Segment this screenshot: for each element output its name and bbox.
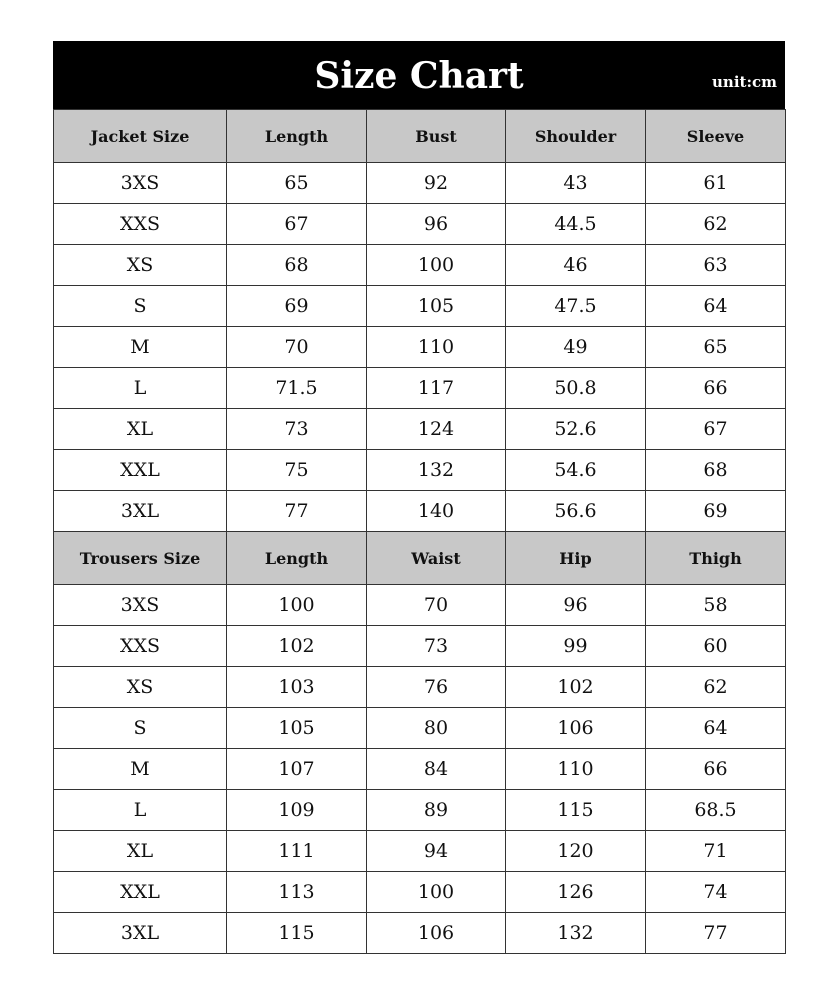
size-chart: [53, 41, 785, 954]
trousers-size-cell: XXS: [54, 626, 227, 667]
table-row: [54, 626, 786, 667]
trousers-value-cell: 77: [646, 913, 786, 954]
trousers-value-cell: 113: [227, 872, 367, 913]
table-row: [54, 790, 786, 831]
jacket-value-cell: 61: [646, 163, 786, 204]
jacket-value-cell: 52.6: [506, 409, 646, 450]
jacket-value-cell: 70: [227, 327, 367, 368]
jacket-value-cell: 69: [646, 491, 786, 532]
trousers-value-cell: 66: [646, 749, 786, 790]
table-row: [54, 872, 786, 913]
jacket-value-cell: 67: [646, 409, 786, 450]
trousers-value-cell: 115: [506, 790, 646, 831]
table-row: [54, 327, 786, 368]
jacket-value-cell: 73: [227, 409, 367, 450]
jacket-value-cell: 68: [646, 450, 786, 491]
trousers-size-cell: XS: [54, 667, 227, 708]
unit-label: unit:cm: [712, 73, 777, 91]
table-row: [54, 204, 786, 245]
jacket-value-cell: 124: [367, 409, 506, 450]
trousers-value-cell: 71: [646, 831, 786, 872]
jacket-value-cell: 54.6: [506, 450, 646, 491]
jacket-header-cell: Shoulder: [506, 110, 646, 163]
trousers-value-cell: 132: [506, 913, 646, 954]
jacket-header-cell: Sleeve: [646, 110, 786, 163]
title-bar: [53, 41, 785, 109]
trousers-size-cell: 3XS: [54, 585, 227, 626]
trousers-value-cell: 60: [646, 626, 786, 667]
trousers-size-cell: 3XL: [54, 913, 227, 954]
jacket-size-cell: XL: [54, 409, 227, 450]
trousers-value-cell: 120: [506, 831, 646, 872]
jacket-size-cell: XS: [54, 245, 227, 286]
jacket-value-cell: 69: [227, 286, 367, 327]
trousers-value-cell: 62: [646, 667, 786, 708]
trousers-value-cell: 99: [506, 626, 646, 667]
jacket-value-cell: 92: [367, 163, 506, 204]
jacket-header-row: [54, 110, 786, 163]
trousers-value-cell: 80: [367, 708, 506, 749]
jacket-header-cell: Length: [227, 110, 367, 163]
table-row: [54, 913, 786, 954]
jacket-value-cell: 75: [227, 450, 367, 491]
jacket-value-cell: 117: [367, 368, 506, 409]
trousers-header-cell: Hip: [506, 532, 646, 585]
jacket-size-cell: M: [54, 327, 227, 368]
jacket-size-cell: L: [54, 368, 227, 409]
table-row: [54, 163, 786, 204]
trousers-value-cell: 74: [646, 872, 786, 913]
size-table: [53, 109, 786, 954]
jacket-size-cell: XXS: [54, 204, 227, 245]
table-row: [54, 831, 786, 872]
trousers-value-cell: 115: [227, 913, 367, 954]
jacket-value-cell: 96: [367, 204, 506, 245]
trousers-value-cell: 110: [506, 749, 646, 790]
trousers-value-cell: 70: [367, 585, 506, 626]
jacket-value-cell: 47.5: [506, 286, 646, 327]
trousers-size-cell: XL: [54, 831, 227, 872]
chart-title: Size Chart: [314, 55, 524, 97]
table-row: [54, 368, 786, 409]
trousers-value-cell: 102: [227, 626, 367, 667]
trousers-value-cell: 68.5: [646, 790, 786, 831]
jacket-value-cell: 132: [367, 450, 506, 491]
jacket-header-cell: Bust: [367, 110, 506, 163]
jacket-value-cell: 68: [227, 245, 367, 286]
trousers-value-cell: 89: [367, 790, 506, 831]
jacket-value-cell: 65: [646, 327, 786, 368]
jacket-value-cell: 64: [646, 286, 786, 327]
trousers-value-cell: 94: [367, 831, 506, 872]
trousers-value-cell: 105: [227, 708, 367, 749]
trousers-value-cell: 126: [506, 872, 646, 913]
trousers-value-cell: 103: [227, 667, 367, 708]
trousers-value-cell: 100: [227, 585, 367, 626]
jacket-value-cell: 50.8: [506, 368, 646, 409]
jacket-size-cell: 3XL: [54, 491, 227, 532]
jacket-size-cell: XXL: [54, 450, 227, 491]
jacket-value-cell: 140: [367, 491, 506, 532]
trousers-value-cell: 100: [367, 872, 506, 913]
trousers-value-cell: 96: [506, 585, 646, 626]
trousers-size-cell: M: [54, 749, 227, 790]
table-row: [54, 667, 786, 708]
trousers-header-row: [54, 532, 786, 585]
jacket-value-cell: 100: [367, 245, 506, 286]
jacket-value-cell: 63: [646, 245, 786, 286]
jacket-size-cell: S: [54, 286, 227, 327]
trousers-section: [54, 532, 786, 954]
jacket-value-cell: 44.5: [506, 204, 646, 245]
jacket-value-cell: 77: [227, 491, 367, 532]
table-row: [54, 708, 786, 749]
table-row: [54, 286, 786, 327]
jacket-value-cell: 110: [367, 327, 506, 368]
jacket-value-cell: 43: [506, 163, 646, 204]
jacket-value-cell: 62: [646, 204, 786, 245]
jacket-value-cell: 56.6: [506, 491, 646, 532]
trousers-header-cell: Thigh: [646, 532, 786, 585]
trousers-header-cell: Length: [227, 532, 367, 585]
jacket-size-cell: 3XS: [54, 163, 227, 204]
trousers-value-cell: 76: [367, 667, 506, 708]
trousers-value-cell: 58: [646, 585, 786, 626]
jacket-value-cell: 71.5: [227, 368, 367, 409]
table-row: [54, 450, 786, 491]
jacket-value-cell: 105: [367, 286, 506, 327]
trousers-value-cell: 106: [506, 708, 646, 749]
trousers-value-cell: 109: [227, 790, 367, 831]
table-row: [54, 491, 786, 532]
table-row: [54, 409, 786, 450]
jacket-header-cell: Jacket Size: [54, 110, 227, 163]
trousers-size-cell: L: [54, 790, 227, 831]
trousers-value-cell: 84: [367, 749, 506, 790]
trousers-value-cell: 102: [506, 667, 646, 708]
jacket-value-cell: 67: [227, 204, 367, 245]
trousers-size-cell: S: [54, 708, 227, 749]
trousers-header-cell: Waist: [367, 532, 506, 585]
jacket-value-cell: 66: [646, 368, 786, 409]
trousers-value-cell: 64: [646, 708, 786, 749]
jacket-section: [54, 110, 786, 532]
trousers-size-cell: XXL: [54, 872, 227, 913]
trousers-value-cell: 111: [227, 831, 367, 872]
trousers-value-cell: 106: [367, 913, 506, 954]
table-row: [54, 585, 786, 626]
trousers-value-cell: 73: [367, 626, 506, 667]
table-row: [54, 749, 786, 790]
trousers-header-cell: Trousers Size: [54, 532, 227, 585]
jacket-value-cell: 49: [506, 327, 646, 368]
trousers-value-cell: 107: [227, 749, 367, 790]
jacket-value-cell: 65: [227, 163, 367, 204]
table-row: [54, 245, 786, 286]
jacket-value-cell: 46: [506, 245, 646, 286]
